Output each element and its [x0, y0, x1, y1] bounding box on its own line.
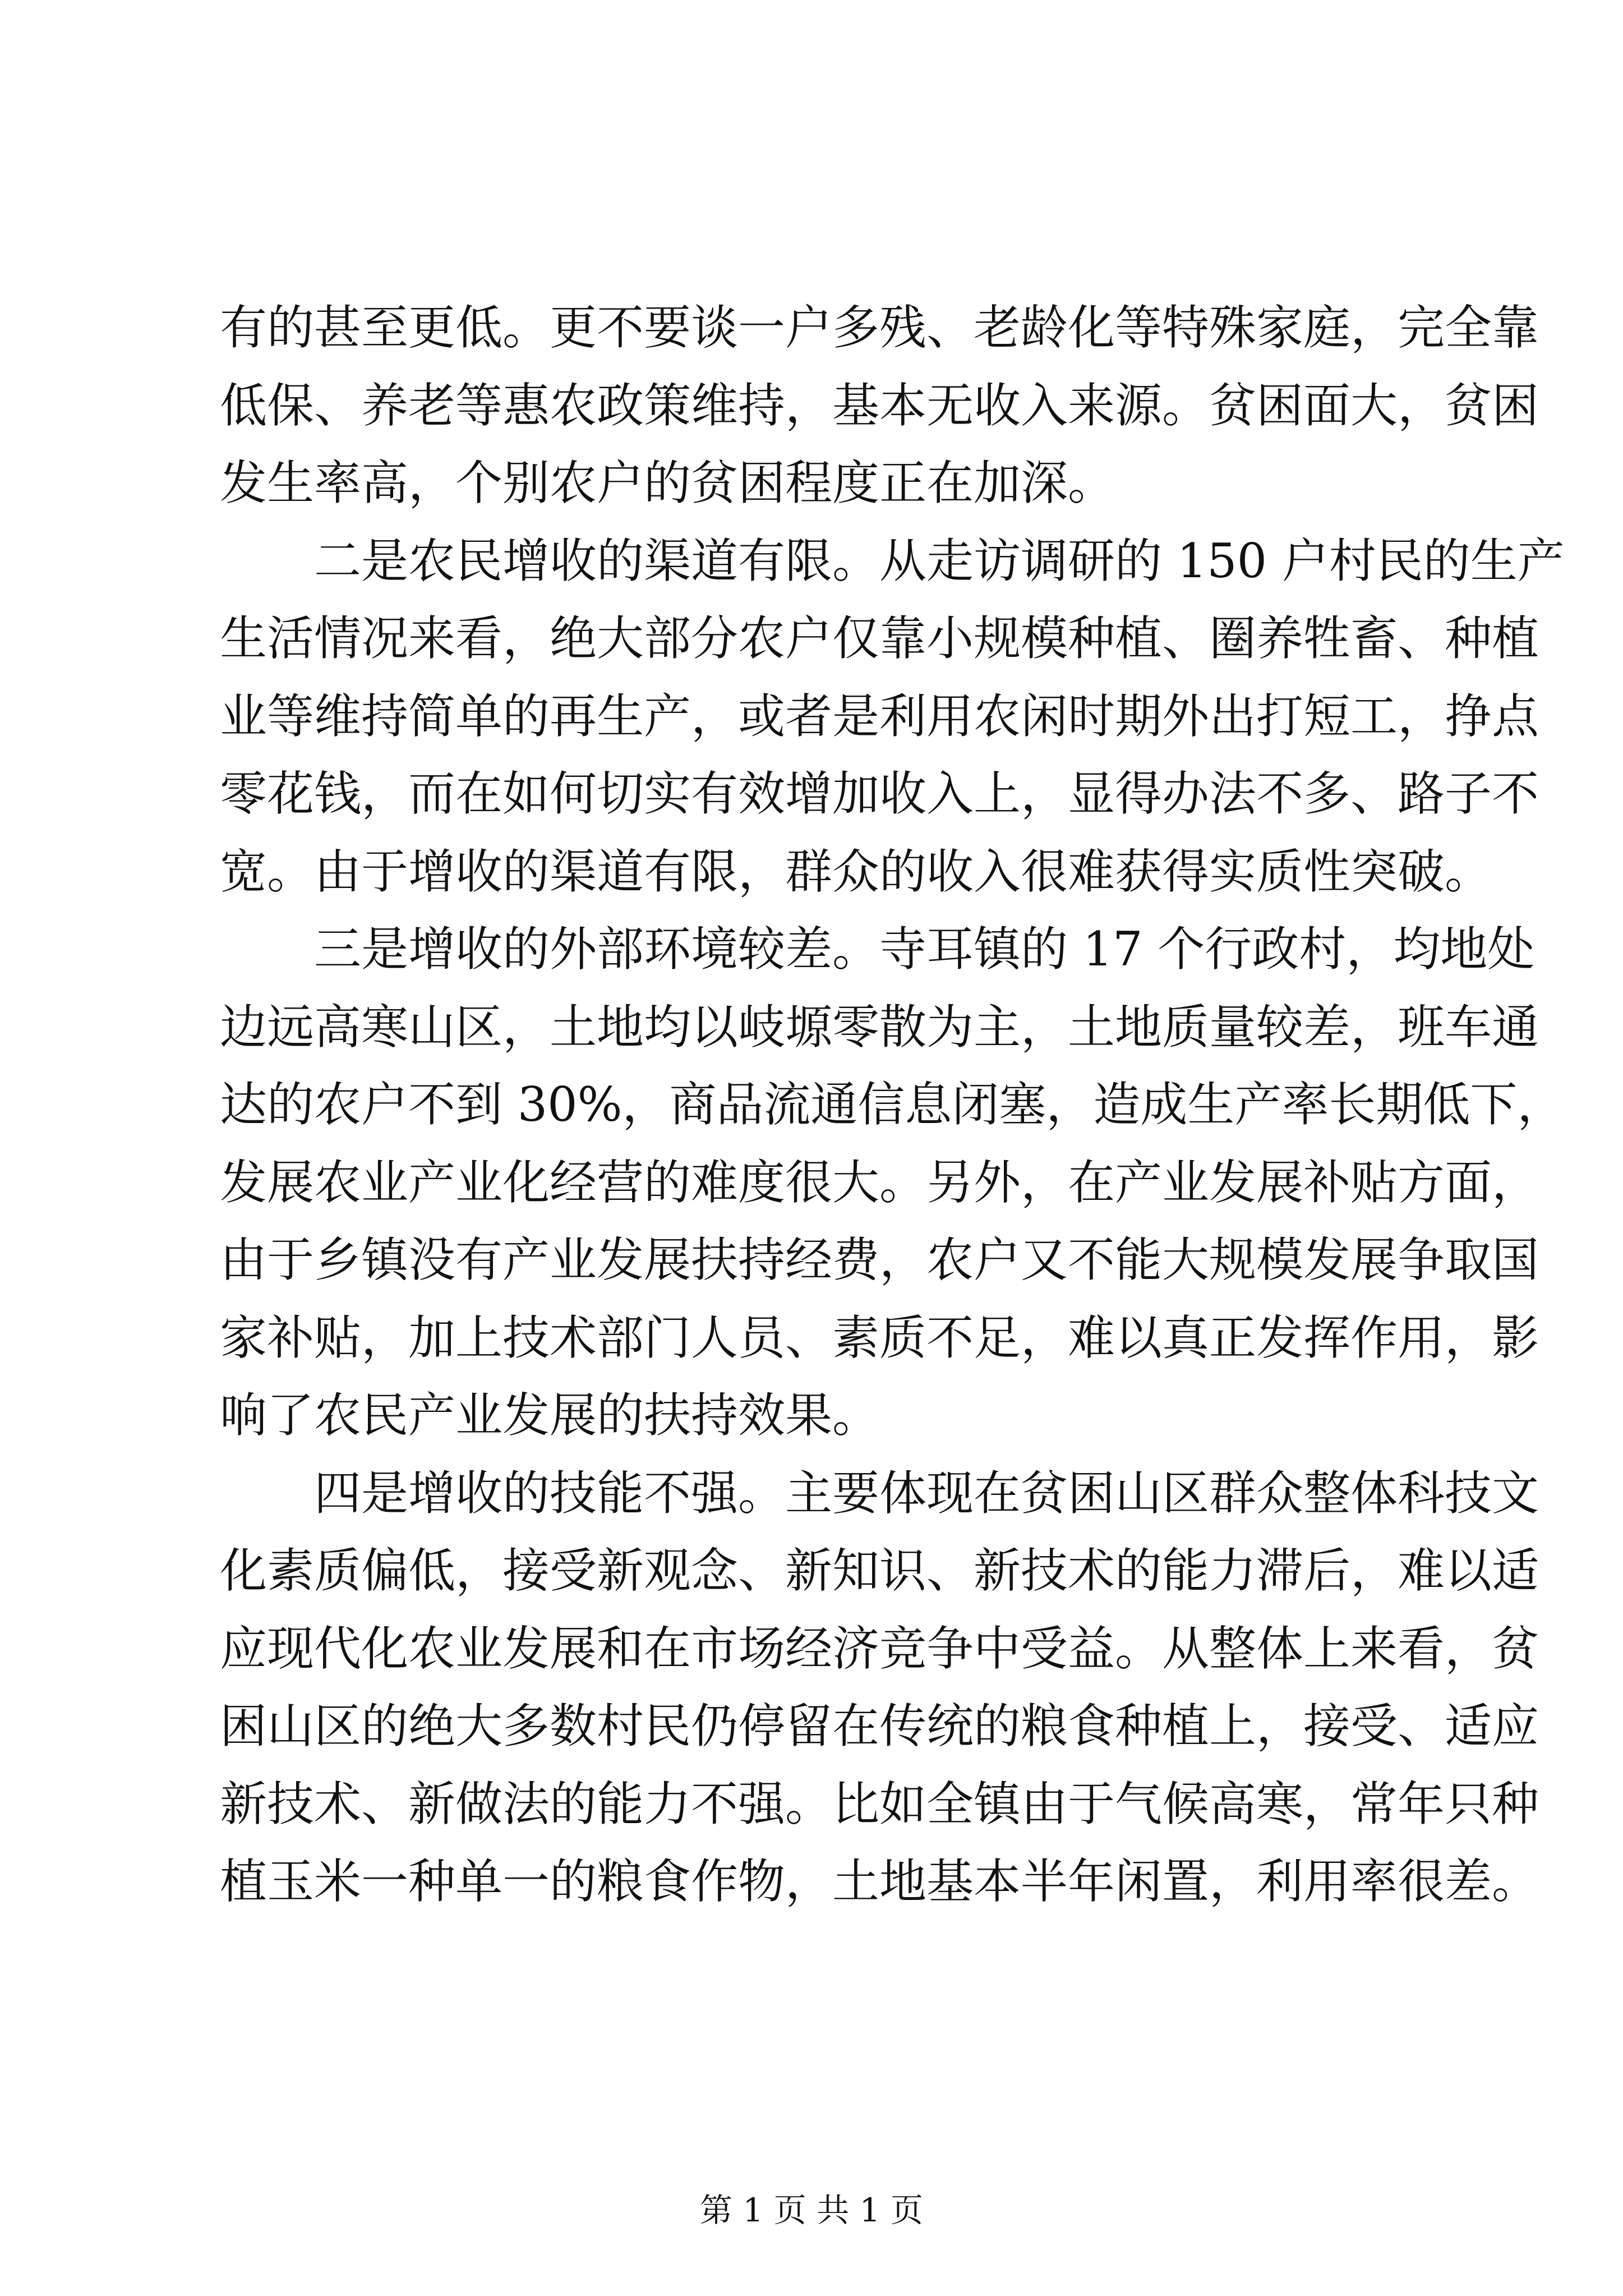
- text-line: 发生率高，个别农户的贫困程度正在加深。: [220, 455, 1115, 510]
- text-line: 家补贴，加上技术部门人员、素质不足，难以真正发挥作用，影: [220, 1310, 1539, 1365]
- text-line: 四是增收的技能不强。主要体现在贫困山区群众整体科技文: [314, 1465, 1539, 1521]
- document-body: [220, 289, 1565, 1921]
- text-line: 化素质偏低，接受新观念、新知识、新技术的能力滞后，难以适: [220, 1543, 1539, 1598]
- text-line: 生活情况来看，绝大部分农户仅靠小规模种植、圈养牲畜、种植: [220, 611, 1539, 666]
- text-line: 零花钱，而在如何切实有效增加收入上，显得办法不多、路子不: [220, 766, 1539, 821]
- text-line: 由于乡镇没有产业发展扶持经费，农户又不能大规模发展争取国: [220, 1232, 1539, 1287]
- text-line: 新技术、新做法的能力不强。比如全镇由于气候高寒，常年只种: [220, 1776, 1539, 1832]
- text-line: 发展农业产业化经营的难度很大。另外，在产业发展补贴方面，: [220, 1154, 1539, 1210]
- page-footer: [0, 2191, 1623, 2230]
- paragraph-4: [220, 1455, 1539, 1921]
- text-line: 低保、养老等惠农政策维持，基本无收入来源。贫困面大，贫困: [220, 378, 1539, 433]
- text-line: 有的甚至更低。更不要谈一户多残、老龄化等特殊家庭，完全靠: [220, 300, 1539, 355]
- text-line: 响了农民产业发展的扶持效果。: [220, 1388, 880, 1443]
- text-line: 困山区的绝大多数村民仍停留在传统的粮食种植上，接受、适应: [220, 1699, 1539, 1754]
- text-line: 二是农民增收的渠道有限。从走访调研的 150 户村民的生产: [314, 533, 1565, 588]
- paragraph-3: [220, 910, 1565, 1455]
- text-line: 达的农户不到 30%，商品流通信息闭塞，造成生产率长期低下，: [220, 1077, 1565, 1132]
- text-line: 边远高寒山区，土地均以岐塬零散为主，土地质量较差，班车通: [220, 999, 1539, 1055]
- text-line: 植玉米一种单一的粮食作物，土地基本半年闲置，利用率很差。: [220, 1854, 1539, 1909]
- text-line: 应现代化农业发展和在市场经济竞争中受益。从整体上来看，贫: [220, 1621, 1539, 1676]
- paragraph-continuation: [220, 289, 1539, 522]
- text-line: 宽。由于增收的渠道有限，群众的收入很难获得实质性突破。: [220, 844, 1492, 899]
- text-line: 三是增收的外部环境较差。寺耳镇的 17 个行政村，均地处: [314, 922, 1535, 977]
- page-number-label: 第 1 页 共 1 页: [700, 2191, 923, 2229]
- paragraph-2: [220, 522, 1565, 911]
- text-line: 业等维持简单的再生产，或者是利用农闲时期外出打短工，挣点: [220, 688, 1539, 744]
